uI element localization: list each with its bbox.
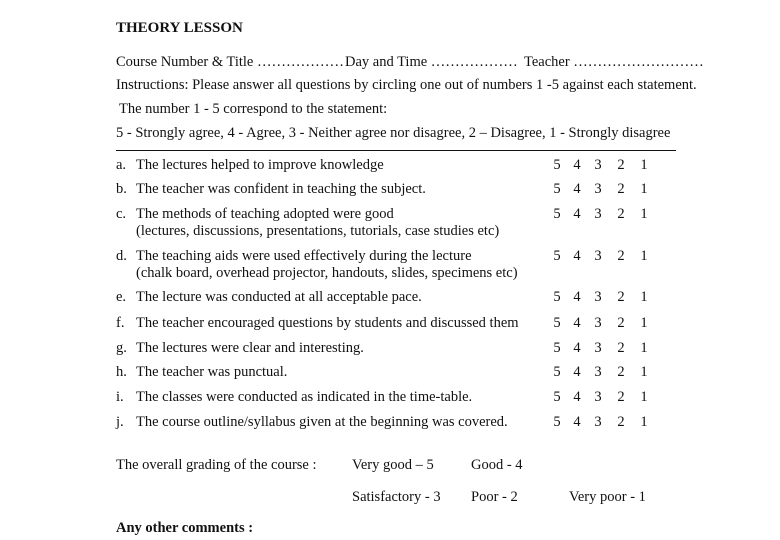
form-title: THEORY LESSON: [116, 20, 243, 36]
rating-option-3[interactable]: 3: [594, 206, 602, 222]
teacher-field[interactable]: Teacher ………………………: [524, 54, 704, 70]
rating-option-4[interactable]: 4: [573, 206, 581, 222]
rating-option-3[interactable]: 3: [594, 389, 602, 405]
rating-option-4[interactable]: 4: [573, 181, 581, 197]
rating-option-4[interactable]: 4: [573, 340, 581, 356]
overall-grading-label: The overall grading of the course :: [116, 457, 317, 473]
question-letter: e.: [116, 289, 127, 305]
rating-option-1[interactable]: 1: [640, 414, 648, 430]
rating-option-2[interactable]: 2: [617, 157, 625, 173]
day-time-field[interactable]: Day and Time ………………: [345, 54, 518, 70]
rating-option-5[interactable]: 5: [553, 340, 561, 356]
question-letter: g.: [116, 340, 127, 356]
rating-option-5[interactable]: 5: [553, 389, 561, 405]
rating-option-3[interactable]: 3: [594, 414, 602, 430]
rating-option-2[interactable]: 2: [617, 289, 625, 305]
question-letter: c.: [116, 206, 127, 222]
rating-option-2[interactable]: 2: [617, 414, 625, 430]
rating-option-5[interactable]: 5: [553, 364, 561, 380]
rating-option-5[interactable]: 5: [553, 181, 561, 197]
rating-option-3[interactable]: 3: [594, 340, 602, 356]
rating-option-4[interactable]: 4: [573, 248, 581, 264]
scale-intro-text: The number 1 - 5 correspond to the statement:: [119, 101, 388, 117]
rating-option-5[interactable]: 5: [553, 315, 561, 331]
rating-option-3[interactable]: 3: [594, 315, 602, 331]
rating-option-5[interactable]: 5: [553, 414, 561, 430]
rating-option-3[interactable]: 3: [594, 364, 602, 380]
divider-line: [116, 150, 676, 151]
grade-option-satisfactory[interactable]: Satisfactory - 3: [352, 489, 441, 505]
question-text: The methods of teaching adopted were good: [136, 206, 394, 222]
question-text: The course outline/syllabus given at the beginning was covered.: [136, 414, 508, 430]
grade-option-very-poor[interactable]: Very poor - 1: [569, 489, 646, 505]
grade-option-very-good[interactable]: Very good – 5: [352, 457, 434, 473]
question-letter: i.: [116, 389, 124, 405]
rating-option-2[interactable]: 2: [617, 340, 625, 356]
comments-label: Any other comments :: [116, 520, 254, 536]
rating-option-4[interactable]: 4: [573, 289, 581, 305]
rating-option-3[interactable]: 3: [594, 181, 602, 197]
question-text: The lecture was conducted at all acceptable pace.: [136, 289, 422, 305]
rating-option-3[interactable]: 3: [594, 289, 602, 305]
question-text: The teacher was confident in teaching the subject.: [136, 181, 426, 197]
rating-option-5[interactable]: 5: [553, 289, 561, 305]
rating-option-2[interactable]: 2: [617, 364, 625, 380]
scale-legend-text: 5 - Strongly agree, 4 - Agree, 3 - Neither agree nor disagree, 2 – Disagree, 1 - Strongly disagree: [116, 125, 671, 141]
rating-option-2[interactable]: 2: [617, 206, 625, 222]
course-number-title-field[interactable]: Course Number & Title ………………: [116, 54, 344, 70]
question-subtext: (lectures, discussions, presentations, tutorials, case studies etc): [136, 223, 500, 239]
rating-option-1[interactable]: 1: [640, 157, 648, 173]
rating-option-1[interactable]: 1: [640, 364, 648, 380]
rating-option-1[interactable]: 1: [640, 340, 648, 356]
question-text: The teacher was punctual.: [136, 364, 288, 380]
question-letter: d.: [116, 248, 127, 264]
question-letter: b.: [116, 181, 127, 197]
rating-option-4[interactable]: 4: [573, 414, 581, 430]
rating-option-1[interactable]: 1: [640, 248, 648, 264]
question-text: The classes were conducted as indicated in the time-table.: [136, 389, 473, 405]
rating-option-1[interactable]: 1: [640, 315, 648, 331]
rating-option-4[interactable]: 4: [573, 389, 581, 405]
question-letter: j.: [116, 414, 124, 430]
rating-option-4[interactable]: 4: [573, 315, 581, 331]
question-letter: f.: [116, 315, 125, 331]
question-text: The lectures were clear and interesting.: [136, 340, 364, 356]
question-text: The lectures helped to improve knowledge: [136, 157, 384, 173]
rating-option-1[interactable]: 1: [640, 389, 648, 405]
question-text: The teacher encouraged questions by students and discussed them: [136, 315, 519, 331]
rating-option-4[interactable]: 4: [573, 157, 581, 173]
rating-option-1[interactable]: 1: [640, 206, 648, 222]
rating-option-2[interactable]: 2: [617, 315, 625, 331]
grade-option-poor[interactable]: Poor - 2: [471, 489, 518, 505]
rating-option-3[interactable]: 3: [594, 157, 602, 173]
rating-option-2[interactable]: 2: [617, 181, 625, 197]
rating-option-4[interactable]: 4: [573, 364, 581, 380]
rating-option-5[interactable]: 5: [553, 206, 561, 222]
question-text: The teaching aids were used effectively during the lecture: [136, 248, 472, 264]
question-letter: a.: [116, 157, 127, 173]
question-subtext: (chalk board, overhead projector, handouts, slides, specimens etc): [136, 265, 518, 281]
rating-option-5[interactable]: 5: [553, 248, 561, 264]
rating-option-5[interactable]: 5: [553, 157, 561, 173]
rating-option-1[interactable]: 1: [640, 289, 648, 305]
rating-option-2[interactable]: 2: [617, 248, 625, 264]
instructions-text: Instructions: Please answer all questions by circling one out of numbers 1 -5 against each statement.: [116, 77, 697, 93]
rating-option-3[interactable]: 3: [594, 248, 602, 264]
grade-option-good[interactable]: Good - 4: [471, 457, 523, 473]
rating-option-1[interactable]: 1: [640, 181, 648, 197]
rating-option-2[interactable]: 2: [617, 389, 625, 405]
question-letter: h.: [116, 364, 127, 380]
